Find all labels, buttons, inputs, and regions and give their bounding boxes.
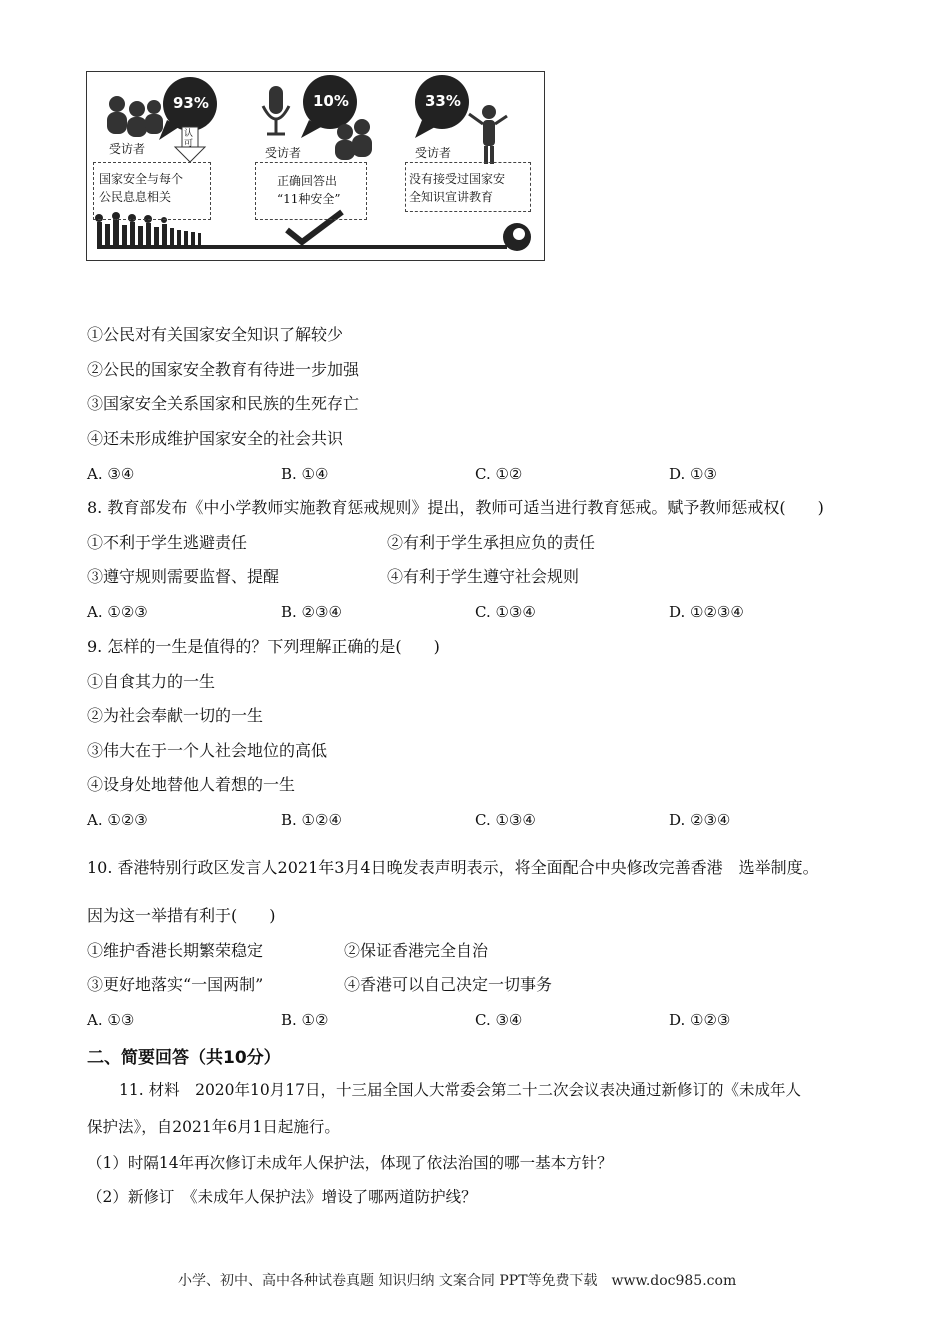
- q8-item-3: ③遵守规则需要监督、提醒: [87, 567, 280, 586]
- q11-material-line1: 11. 材料 2020年10月17日，十三届全国人大常委会第二十二次会议表决通过新修订的《未成年人: [119, 1081, 801, 1099]
- q10-option-c[interactable]: C. ③④: [475, 1011, 523, 1029]
- q7-item-3: ③国家安全关系国家和民族的生死存亡: [87, 394, 360, 413]
- q8-option-a[interactable]: A. ①②③: [87, 603, 148, 621]
- q8-item-2: ②有利于学生承担应负的责任: [387, 533, 596, 552]
- statement-1-line1: 国家安全与每个: [99, 172, 184, 186]
- statement-1-line2: 公民息息相关: [99, 190, 172, 204]
- q8-option-c[interactable]: C. ①③④: [475, 603, 536, 621]
- q7-option-a[interactable]: A. ③④: [87, 465, 135, 483]
- percent-label-1: 93%: [173, 94, 209, 112]
- q9-option-c[interactable]: C. ①③④: [475, 811, 536, 829]
- q7-option-c[interactable]: C. ①②: [475, 465, 523, 483]
- q8-option-d[interactable]: D. ①②③④: [669, 603, 744, 621]
- q11-sub-question-2: （2）新修订 《未成年人保护法》增设了哪两道防护线？: [87, 1188, 477, 1206]
- q11-material-line2: 保护法》，自2021年6月1日起施行。: [87, 1118, 340, 1136]
- section-title: 二、简要回答（共10分）: [87, 1048, 281, 1068]
- q9-item-2: ②为社会奉献一切的一生: [87, 706, 264, 725]
- footer-text: 小学、初中、高中各种试卷真题 知识归纳 文案合同 PPT等免费下载 www.doc985.com: [178, 1273, 737, 1289]
- q10-item-3: ③更好地落实“一国两制”: [87, 975, 264, 994]
- q9-item-3: ③伟大在于一个人社会地位的高低: [87, 741, 328, 760]
- statement-2-line2: “11种安全”: [277, 192, 341, 206]
- q10-stem: 10. 香港特别行政区发言人2021年3月4日晚发表声明表示，将全面配合中央修改完善香港 选举制度。: [87, 858, 819, 877]
- q10-item-4: ④香港可以自己决定一切事务: [344, 975, 553, 994]
- q10-option-d[interactable]: D. ①②③: [669, 1011, 731, 1029]
- q9-option-d[interactable]: D. ②③④: [669, 811, 731, 829]
- q7-option-d[interactable]: D. ①③: [669, 465, 717, 483]
- statement-3-line2: 全知识宣讲教育: [409, 190, 494, 204]
- q8-stem: 8. 教育部发布《中小学教师实施教育惩戒规则》提出，教师可适当进行教育惩戒。赋予教师惩戒权( ): [87, 498, 824, 517]
- microphone-icon: [263, 86, 289, 134]
- q8-option-b[interactable]: B. ②③④: [281, 603, 342, 621]
- q10-item-1: ①维护香港长期繁荣稳定: [87, 941, 264, 960]
- q10-item-2: ②保证香港完全自治: [344, 941, 489, 960]
- standing-person: [469, 105, 507, 164]
- q7-item-1: ①公民对有关国家安全知识了解较少: [87, 325, 344, 344]
- q9-item-4: ④设身处地替他人着想的一生: [87, 775, 296, 794]
- head-profile: [503, 223, 531, 251]
- q9-option-b[interactable]: B. ①②④: [281, 811, 342, 829]
- q11-sub-question-1: （1）时隔14年再次修订未成年人保护法，体现了依法治国的哪一基本方针？: [87, 1154, 613, 1172]
- percent-label-2: 10%: [313, 92, 349, 110]
- q7-option-b[interactable]: B. ①④: [281, 465, 329, 483]
- interviewee-label-2: 受访者: [265, 146, 302, 160]
- statement-2-line1: 正确回答出: [277, 174, 338, 188]
- people-group-1: [107, 96, 163, 137]
- q9-option-a[interactable]: A. ①②③: [87, 811, 148, 829]
- percent-label-3: 33%: [425, 92, 461, 110]
- statement-3-line1: 没有接受过国家安: [409, 172, 506, 186]
- interviewee-label-1: 受访者: [109, 142, 146, 156]
- q7-item-4: ④还未形成维护国家安全的社会共识: [87, 429, 344, 448]
- q8-item-4: ④有利于学生遵守社会规则: [387, 567, 580, 586]
- q10-option-b[interactable]: B. ①②: [281, 1011, 329, 1029]
- q10-stem-2: 因为这一举措有利于( ): [87, 906, 276, 925]
- survey-figure: [86, 71, 545, 261]
- q10-option-a[interactable]: A. ①③: [87, 1011, 135, 1029]
- q7-item-2: ②公民的国家安全教育有待进一步加强: [87, 360, 360, 379]
- q9-stem: 9. 怎样的一生是值得的？下列理解正确的是( ): [87, 637, 440, 656]
- q8-item-1: ①不利于学生逃避责任: [87, 533, 248, 552]
- interviewee-label-3: 受访者: [415, 146, 452, 160]
- statement-box-2: [255, 162, 367, 220]
- arrow-label: 认可: [184, 129, 194, 149]
- q9-item-1: ①自食其力的一生: [87, 672, 216, 691]
